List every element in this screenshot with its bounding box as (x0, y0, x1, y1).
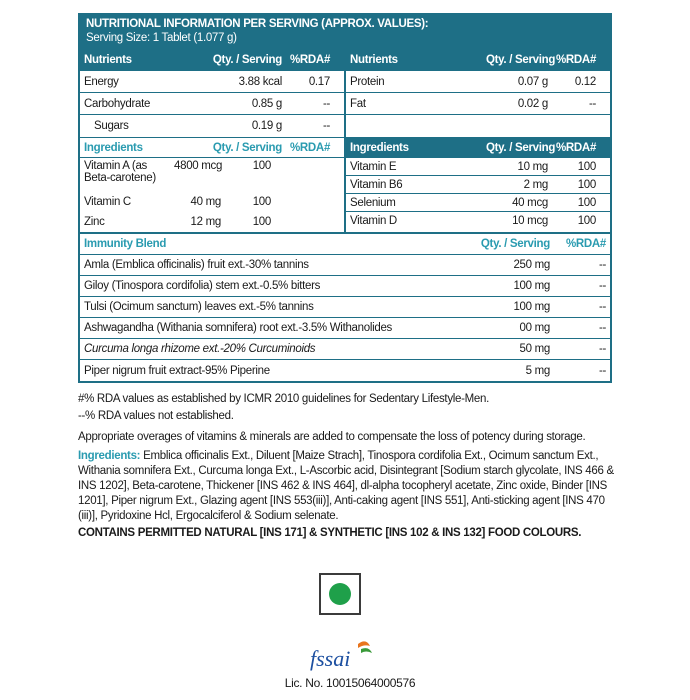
table-header-row (80, 138, 344, 158)
col-qty: Qty. / Serving (212, 141, 282, 154)
row-rda: 100 (252, 160, 271, 172)
col-ingredients: Ingredients (84, 141, 143, 154)
ingredients-text: Emblica officinalis Ext., Diluent [Maize Strach], Tinospora cordifolia Ext., Ocimum sanctum Ext., Withania somnifera Ext., Curcuma longa Ext., L-Ascorbic acid, Disintegrant [Sodium starch glycolate, INS 466 & INS 1202], Beta-carotene, Thickener [INS 462 & INS 464], dl-alpha tocopheryl acetate, Zinc oxide, Binder [INS 1201], Piper nigrum Ext., Glazing agent [INS 553(iii)], Anti-caking agent [INS 551], Anti-sticking agent [INS 470 (iii)], Pyridoxine Hcl, Ergocalciferol & Sodium selenate. (78, 450, 614, 522)
row-qty: 3.88 kcal (238, 75, 282, 88)
rda-note: #% RDA values as established by ICMR 2010 guidelines for Sedentary Lifestyle-Men. (78, 393, 490, 405)
nutrients-right (346, 49, 610, 137)
row-name: Zinc (84, 216, 105, 228)
table-row (80, 115, 344, 137)
fssai-logo-text: fssai (310, 646, 351, 671)
row-name: Vitamin D (350, 215, 397, 227)
table-row (346, 93, 610, 115)
table-row (346, 176, 610, 194)
row-name: Piper nigrum fruit extract-95% Piperine (84, 364, 270, 377)
row-rda: -- (598, 322, 606, 334)
table-header-row (346, 138, 610, 158)
row-rda: -- (598, 343, 606, 355)
ingredients-right (346, 138, 610, 232)
table-row (80, 339, 610, 360)
row-qty: 100 mg (513, 280, 550, 292)
veg-dot-icon (329, 583, 351, 605)
table-row (346, 194, 610, 212)
table-row-empty (346, 115, 610, 137)
nutrients-left (80, 49, 346, 137)
row-name: Energy (84, 75, 119, 88)
col-rda: %RDA# (556, 141, 597, 154)
row-rda: -- (322, 97, 330, 110)
row-rda: 100 (252, 196, 271, 208)
col-qty: Qty. / Serving (212, 53, 282, 66)
table-row (346, 158, 610, 176)
vegetarian-mark-icon (319, 573, 361, 615)
row-qty: 4800 mcg (174, 160, 223, 172)
row-rda: 0.12 (574, 75, 596, 88)
row-qty: 100 mg (513, 301, 550, 313)
serving-size: Serving Size: 1 Tablet (1.077 g) (86, 32, 237, 44)
row-qty: 50 mg (519, 343, 550, 355)
row-name: Carbohydrate (84, 97, 151, 110)
row-qty: 250 mg (513, 259, 550, 271)
fssai-logo-icon (306, 640, 376, 672)
col-rda: %RDA# (290, 53, 331, 66)
row-name: Tulsi (Ocimum sanctum) leaves ext.-5% tannins (84, 301, 314, 313)
row-qty: 0.19 g (251, 120, 282, 132)
col-qty: Qty. / Serving (480, 238, 550, 250)
col-nutrients: Nutrients (350, 53, 398, 66)
colours-note: CONTAINS PERMITTED NATURAL [INS 171] & SYNTHETIC [INS 102 & INS 132] FOOD COLOURS. (78, 527, 582, 539)
row-name: Selenium (350, 196, 396, 209)
row-rda: 100 (252, 216, 271, 228)
nutrition-title: NUTRITIONAL INFORMATION PER SERVING (APPROX. VALUES): (86, 18, 429, 30)
row-qty: 10 mg (517, 160, 548, 173)
table-row (80, 212, 344, 232)
row-qty: 0.07 g (517, 75, 548, 88)
table-header-row (346, 49, 610, 71)
nutrition-panel (78, 13, 612, 383)
col-rda: %RDA# (556, 53, 597, 66)
row-rda: -- (598, 301, 606, 313)
col-rda: %RDA# (290, 141, 331, 154)
nutrients-grid (80, 49, 610, 137)
row-rda: 100 (577, 196, 596, 209)
row-name: Fat (350, 97, 366, 110)
row-rda: -- (598, 364, 606, 377)
row-name: Vitamin B6 (350, 178, 403, 191)
overage-note: Appropriate overages of vitamins & minerals are added to compensate the loss of potency during storage. (78, 431, 586, 443)
row-qty: 0.02 g (517, 97, 548, 110)
row-qty: 0.85 g (251, 97, 282, 110)
row-rda: -- (598, 280, 606, 292)
row-rda: 100 (577, 215, 596, 227)
ingredients-paragraph (78, 449, 618, 524)
col-qty: Qty. / Serving (486, 53, 556, 66)
row-rda: -- (322, 120, 330, 132)
table-row (80, 192, 344, 212)
table-row (80, 297, 610, 318)
table-row (80, 318, 610, 339)
table-header-row (80, 234, 610, 255)
na-note: --% RDA values not established. (78, 410, 234, 422)
table-row (80, 360, 610, 381)
col-qty: Qty. / Serving (486, 141, 556, 154)
col-rda: %RDA# (565, 238, 606, 250)
ingredients-label: Ingredients: (78, 450, 141, 462)
row-name: Vitamin C (84, 196, 131, 208)
row-qty: 12 mg (190, 216, 221, 228)
col-immunity: Immunity Blend (84, 238, 167, 250)
row-name: Curcuma longa rhizome ext.-20% Curcuminoids (84, 343, 316, 355)
col-nutrients: Nutrients (84, 53, 132, 66)
table-row (346, 212, 610, 230)
ingredients-left (80, 138, 346, 232)
row-qty: 2 mg (523, 178, 548, 191)
license-number: Lic. No. 10015064000576 (284, 676, 416, 690)
table-row (80, 158, 344, 192)
row-qty: 40 mcg (512, 196, 548, 209)
row-name: Ashwagandha (Withania somnifera) root ext.-3.5% Withanolides (84, 322, 392, 334)
immunity-blend-table (80, 232, 610, 381)
col-ingredients: Ingredients (350, 141, 409, 154)
table-row (80, 93, 344, 115)
row-qty: 5 mg (525, 364, 550, 377)
row-name: Vitamin A (as Beta-carotene) (84, 160, 156, 184)
row-name: Vitamin E (350, 160, 397, 173)
row-rda: 100 (577, 160, 596, 173)
row-name: Amla (Emblica officinalis) fruit ext.-30% tannins (84, 259, 309, 271)
row-qty: 40 mg (190, 196, 221, 208)
label-notes (78, 392, 618, 543)
table-row (346, 71, 610, 93)
nutrition-header (80, 15, 610, 49)
table-row (80, 255, 610, 276)
ingredients-grid (80, 137, 610, 232)
row-rda: -- (598, 259, 606, 271)
table-header-row (80, 49, 344, 71)
row-name: Sugars (94, 120, 129, 132)
row-rda: 0.17 (308, 75, 330, 88)
row-rda: -- (588, 97, 596, 110)
row-rda: 100 (577, 178, 596, 191)
table-row (80, 71, 344, 93)
row-name: Protein (350, 75, 385, 88)
table-row (80, 276, 610, 297)
row-name: Giloy (Tinospora cordifolia) stem ext.-0.5% bitters (84, 280, 321, 292)
row-qty: 00 mg (519, 322, 550, 334)
row-qty: 10 mcg (512, 215, 548, 227)
